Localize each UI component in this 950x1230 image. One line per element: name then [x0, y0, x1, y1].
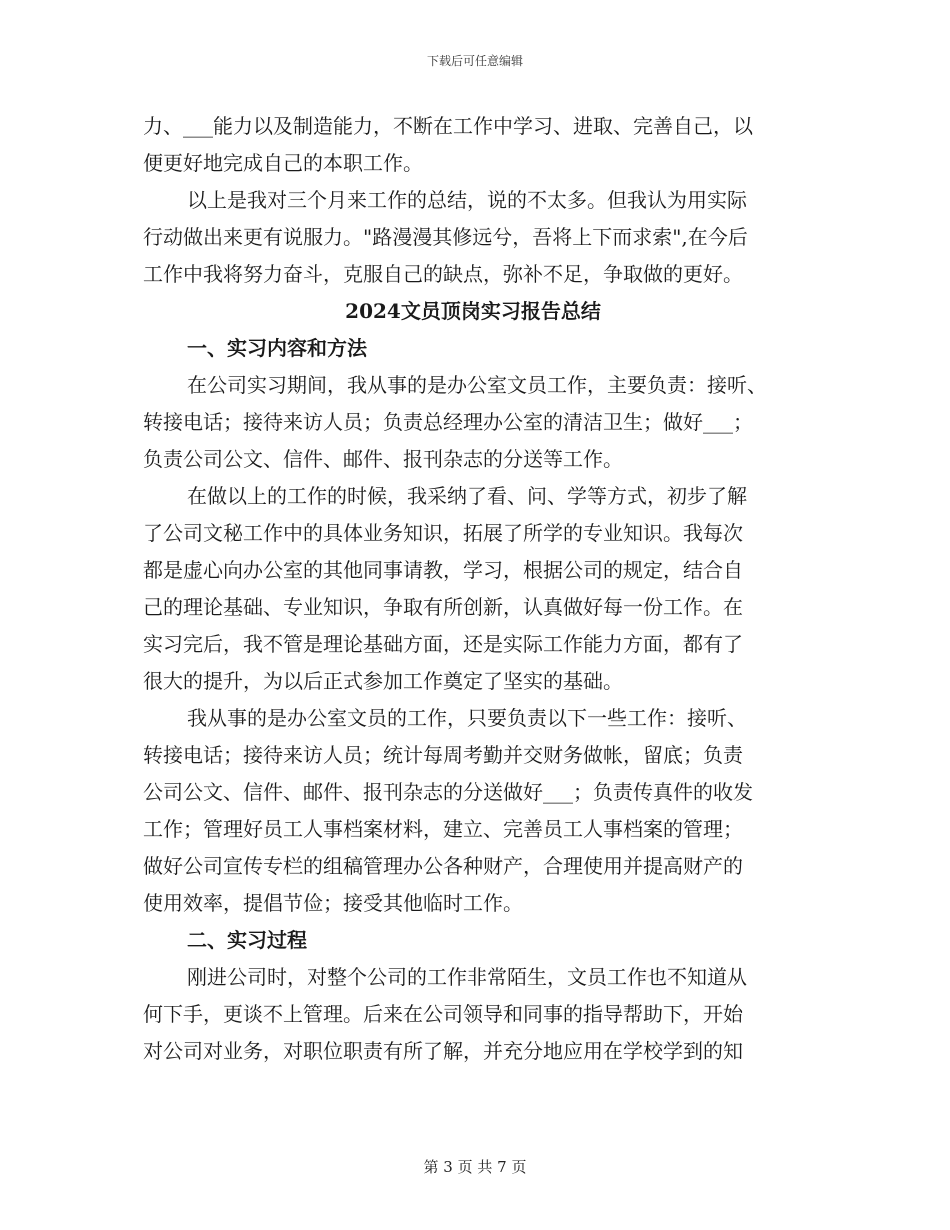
body-text-line: 了公司文秘工作中的具体业务知识，拓展了所学的专业知识。我每次: [143, 521, 743, 545]
body-text-line: 实习完后，我不管是理论基础方面，还是实际工作能力方面，都有了: [143, 632, 743, 656]
body-text-line: 我从事的是办公室文员的工作，只要负责以下一些工作：接听、: [187, 706, 747, 730]
page-header: 下载后可任意编辑: [426, 54, 523, 68]
body-text-line: 行动做出来更有说服力。"路漫漫其修远兮，吾将上下而求索",在今后: [143, 225, 748, 249]
body-text-line: 很大的提升，为以后正式参加工作奠定了坚实的基础。: [143, 669, 623, 693]
body-text-line: 工作中我将努力奋斗，克服自己的缺点，弥补不足，争取做的更好。: [143, 262, 743, 286]
body-text-line: 转接电话；接待来访人员；负责总经理办公室的清洁卫生；做好___；: [143, 410, 753, 434]
body-text-line: 便更好地完成自己的本职工作。: [143, 151, 423, 175]
body-text-line: 转接电话；接待来访人员；统计每周考勤并交财务做帐，留底；负责: [143, 743, 743, 767]
body-text-line: 都是虚心向办公室的其他同事请教，学习，根据公司的规定，结合自: [143, 558, 743, 582]
body-text-line: 使用效率，提倡节俭；接受其他临时工作。: [143, 891, 523, 915]
section-heading: 二、实习过程: [187, 928, 307, 952]
body-text-line: 何下手，更谈不上管理。后来在公司领导和同事的指导帮助下，开始: [143, 1002, 743, 1026]
document-body: [143, 108, 803, 1070]
body-text-line: 做好公司宣传专栏的组稿管理办公各种财产，合理使用并提高财产的: [143, 854, 743, 878]
body-text-line: 负责公司公文、信件、邮件、报刊杂志的分送等工作。: [143, 447, 623, 471]
body-text-line: 以上是我对三个月来工作的总结，说的不太多。但我认为用实际: [187, 188, 747, 212]
document-title: 2024文员顶岗实习报告总结: [345, 299, 601, 323]
body-text-line: 己的理论基础、专业知识，争取有所创新，认真做好每一份工作。在: [143, 595, 743, 619]
body-text-line: 在做以上的工作的时候，我采纳了看、问、学等方式，初步了解: [187, 484, 747, 508]
body-text-line: 工作；管理好员工人事档案材料，建立、完善员工人事档案的管理；: [143, 817, 743, 841]
body-text-line: 刚进公司时，对整个公司的工作非常陌生，文员工作也不知道从: [187, 965, 747, 989]
body-text-line: 公司公文、信件、邮件、报刊杂志的分送做好___；负责传真件的收发: [143, 780, 753, 804]
page-footer: 第 3 页 共 7 页: [423, 1158, 527, 1176]
body-text-line: 对公司对业务，对职位职责有所了解，并充分地应用在学校学到的知: [143, 1039, 743, 1063]
body-text-line: 在公司实习期间，我从事的是办公室文员工作，主要负责：接听、: [187, 373, 767, 397]
section-heading: 一、实习内容和方法: [187, 336, 367, 360]
body-text-line: 力、___能力以及制造能力，不断在工作中学习、进取、完善自己，以: [143, 114, 753, 138]
